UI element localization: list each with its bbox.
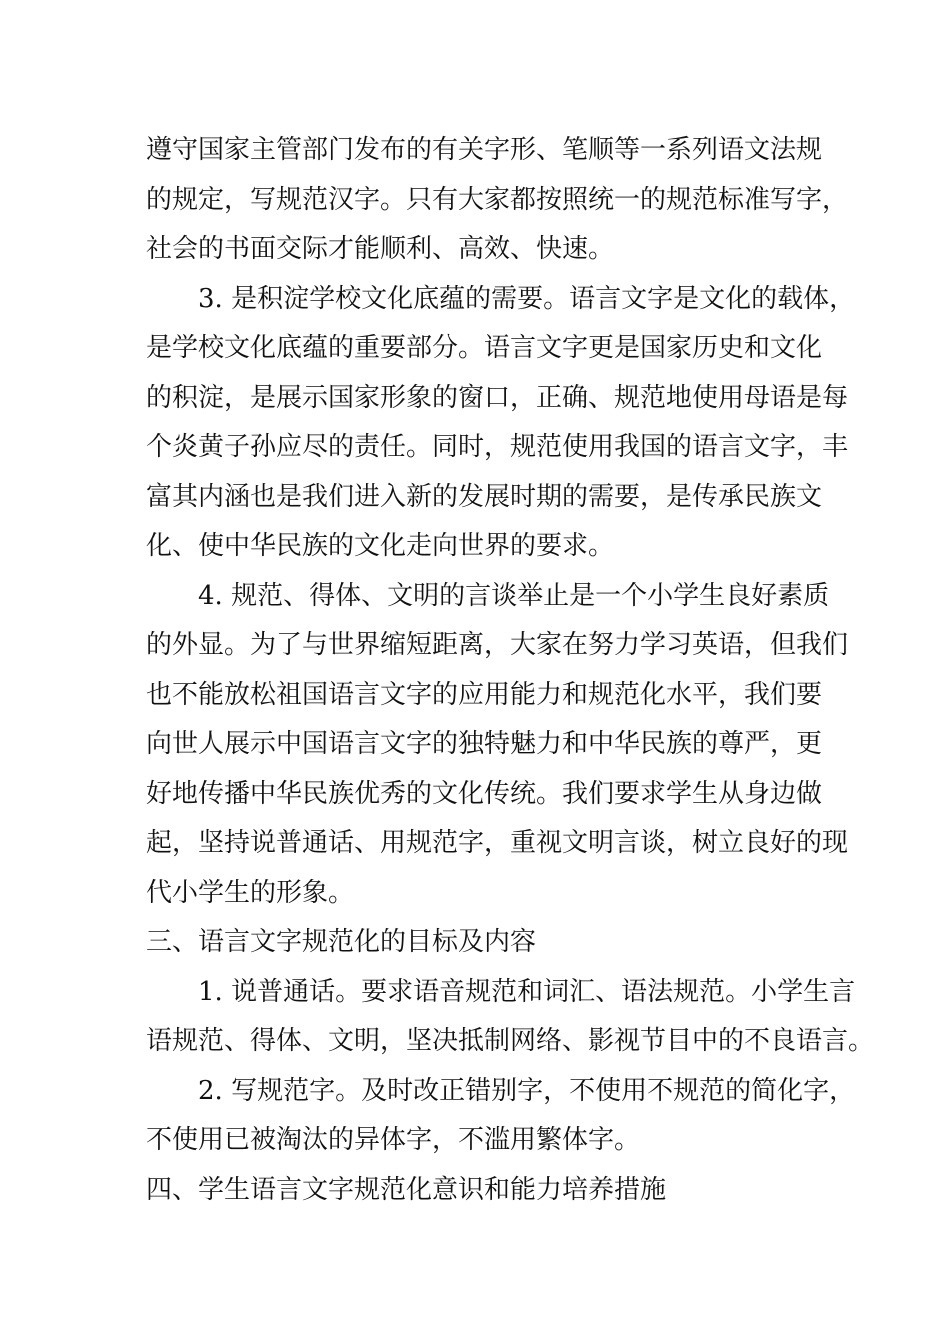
- text-line: 化、使中华民族的文化走向世界的要求。: [146, 531, 615, 561]
- text-line: 2. 写规范字。及时改正错别字，不使用不规范的简化字，: [198, 1075, 856, 1106]
- text-line: 4. 规范、得体、文明的言谈举止是一个小学生良好素质: [198, 580, 830, 611]
- text-line: 向世人展示中国语言文字的独特魅力和中华民族的尊严，更: [146, 729, 823, 759]
- text-line: 也不能放松祖国语言文字的应用能力和规范化水平，我们要: [146, 679, 823, 710]
- text-line: 的外显。为了与世界缩短距离，大家在努力学习英语，但我们: [146, 630, 849, 660]
- text-line: 富其内涵也是我们进入新的发展时期的需要，是传承民族文: [146, 481, 823, 512]
- text-line: 遵守国家主管部门发布的有关字形、笔顺等一系列语文法规: [146, 135, 823, 165]
- text-line: 1. 说普通话。要求语音规范和词汇、语法规范。小学生言: [198, 976, 856, 1007]
- text-line: 3. 是积淀学校文化底蕴的需要。语言文字是文化的载体，: [198, 283, 856, 314]
- text-line: 的规定，写规范汉字。只有大家都按照统一的规范标准写字，: [146, 184, 849, 215]
- text-line: 起，坚持说普通话、用规范字，重视文明言谈，树立良好的现: [146, 828, 849, 858]
- text-line: 不使用已被淘汰的异体字，不滥用繁体字。: [146, 1125, 641, 1155]
- text-line: 的积淀，是展示国家形象的窗口，正确、规范地使用母语是每: [146, 382, 849, 413]
- section-heading: 三、语言文字规范化的目标及内容: [146, 927, 537, 957]
- text-line: 代小学生的形象。: [146, 877, 355, 908]
- text-line: 是学校文化底蕴的重要部分。语言文字更是国家历史和文化: [146, 333, 823, 363]
- text-line: 好地传播中华民族优秀的文化传统。我们要求学生从身边做: [146, 778, 823, 809]
- text-line: 语规范、得体、文明，坚决抵制网络、影视节目中的不良语言。: [146, 1026, 875, 1056]
- text-line: 个炎黄子孙应尽的责任。同时，规范使用我国的语言文字，丰: [146, 432, 849, 462]
- section-heading: 四、学生语言文字规范化意识和能力培养措施: [146, 1174, 667, 1205]
- body-text: [146, 126, 875, 1215]
- text-line: 社会的书面交际才能顺利、高效、快速。: [146, 234, 615, 264]
